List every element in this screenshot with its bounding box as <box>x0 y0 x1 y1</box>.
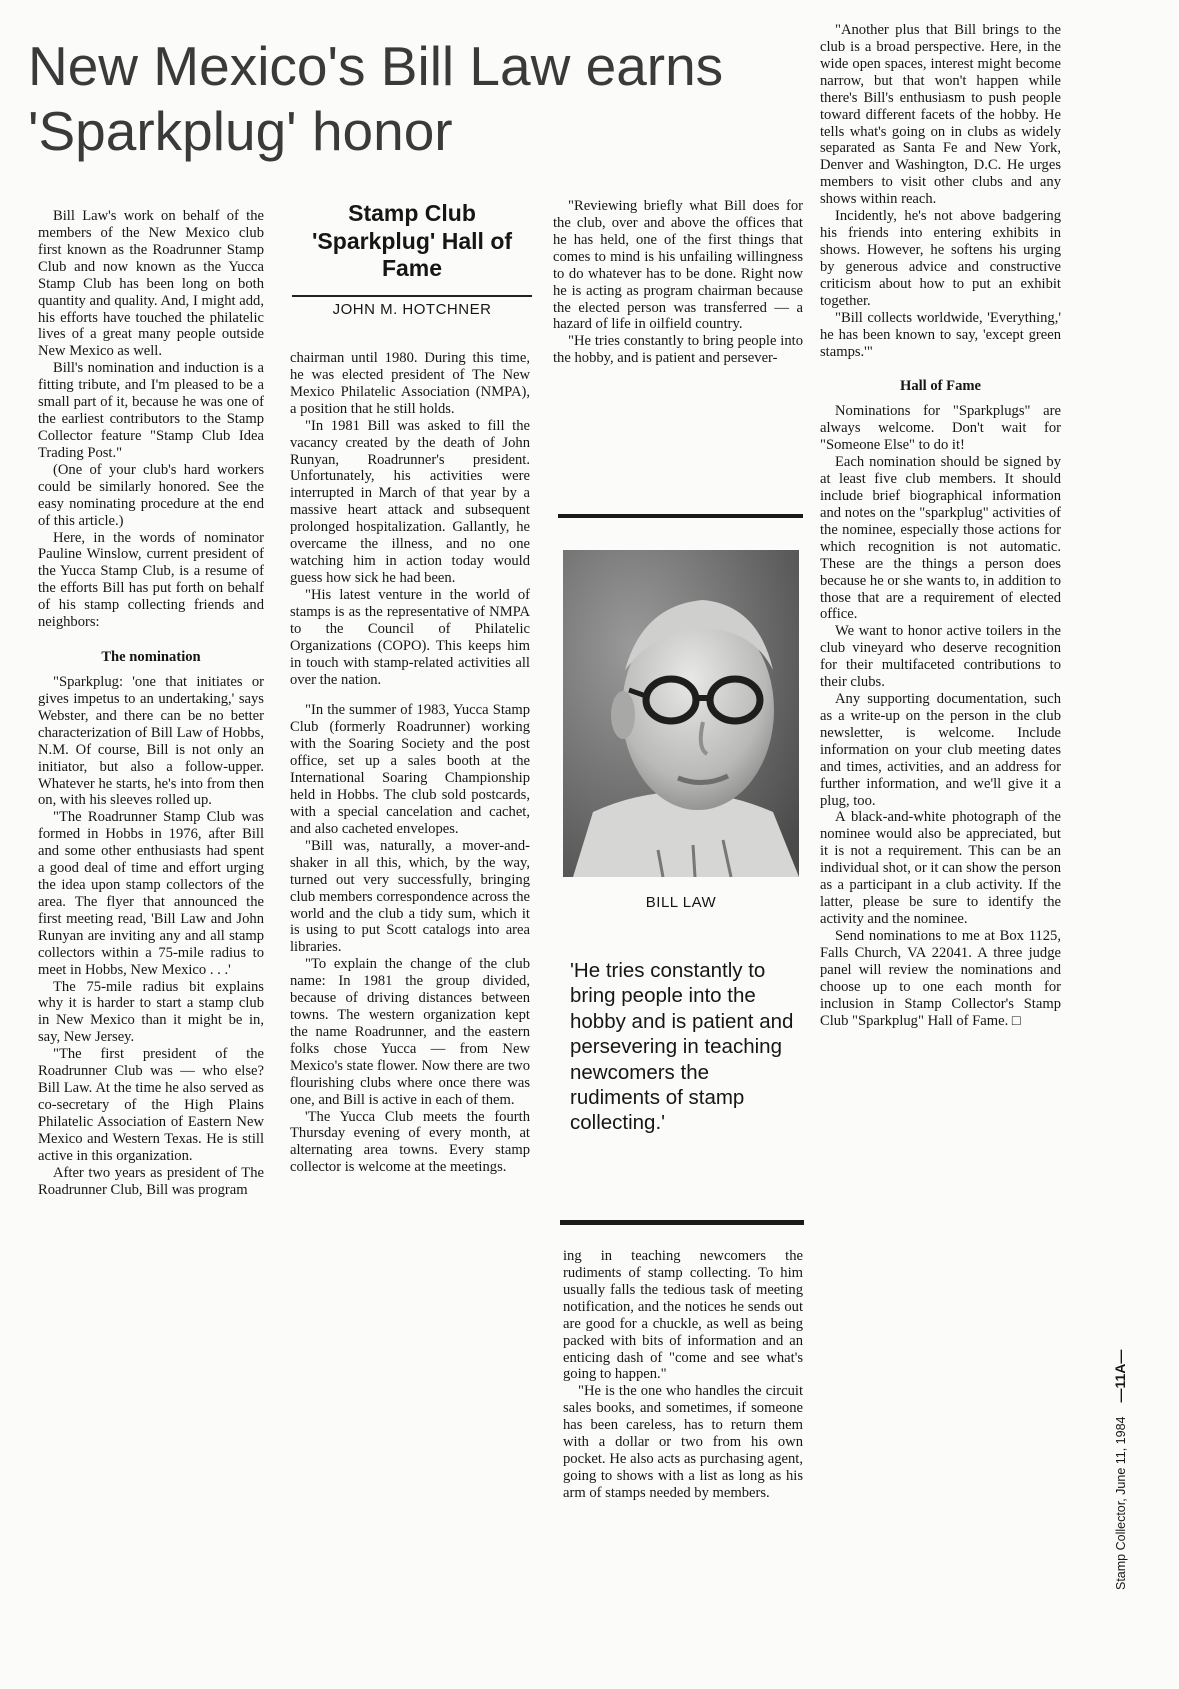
paragraph: A black-and-white photograph of the nominee would also be appreciated, but it is not a requirement. This can be an individual shot, or it can show the person as a participant in a club activity. If the latter, please be sure to identify the activity and the nominee. <box>820 809 1061 928</box>
paragraph: Here, in the words of nominator Pauline Winslow, current president of the Yucca Stamp Club, is a resume of the efforts Bill has put forth on behalf of his stamp collecting friends and neighbors: <box>38 529 264 631</box>
paragraph: chairman until 1980. During this time, he was elected president of The New Mexico Philatelic Association (NMPA), a position that he still holds. <box>290 350 530 417</box>
paragraph: "Bill was, naturally, a mover-and-shaker in all this, which, by the way, turned out very successfully, bringing club members correspondence across the world and the club a tidy sum, which it is using to put Scott catalogs into area libraries. <box>290 837 530 956</box>
paragraph: ing in teaching newcomers the rudiments of stamp collecting. To him usually falls the tedious task of meeting notification, and the notices he sends out are good for a chuckle, as well as being packed with bits of information and an enticing dash of "come and see what's going to happen." <box>563 1248 803 1383</box>
paragraph: "Sparkplug: 'one that initiates or gives impetus to an undertaking,' says Webster, and there can be no better characterization of Bill Law of Hobbs, N.M. Of course, Bill is not only an initiator, but also a follow-upper. Whatever he starts, he's into from then on, with his sleeves rolled up. <box>38 673 264 809</box>
paragraph: "In the summer of 1983, Yucca Stamp Club (formerly Roadrunner) working with the Soaring Society and the post office, set up a sales booth at the International Soaring Championship held in Hobbs. The club sold postcards, with a special cancelation and cachet, and also cacheted envelopes. <box>290 702 530 837</box>
paragraph: Bill's nomination and induction is a fitting tribute, and I'm pleased to be a small part of it, because he was one of the earliest contributors to the Stamp Collector feature "Stamp Club Idea Trading Post." <box>38 360 264 461</box>
paragraph: "Reviewing briefly what Bill does for the club, over and above the offices that he has held, one of the first things that comes to mind is his unfailing willingness to do whatever has to be done. Right now he is acting as program chairman because the elected person was transferred — a hazard of life in oilfield country. <box>553 198 803 333</box>
paragraph <box>820 928 1061 1030</box>
portrait-photo <box>563 550 799 877</box>
column-2 <box>290 350 530 1176</box>
column-3-top <box>553 198 803 367</box>
paragraph: Each nomination should be signed by at least five club members. It should include brief biographical information and notes on the "sparkplug" activities of the nominee, especially those actions for which recognition is not automatic. These are the things a person does because he or she wants to, in addition to those that are a requirement of elected office. <box>820 454 1061 623</box>
subhead-nomination: The nomination <box>101 649 201 666</box>
pull-quote: 'He tries constantly to bring people into the hobby and is patient and persevering in teaching newcomers the rudiments of stamp collecting.' <box>570 959 794 1135</box>
paragraph: "Bill collects worldwide, 'Everything,' he has been known to say, 'except green stamps.'" <box>820 309 1061 360</box>
page-footer <box>1112 1350 1128 1590</box>
end-mark: □ <box>1011 1012 1021 1029</box>
byline: JOHN M. HOTCHNER <box>292 295 532 318</box>
paragraph: Nominations for "Sparkplugs" are always welcome. Don't wait for "Someone Else" to do it! <box>820 403 1061 454</box>
paragraph: Incidently, he's not above badgering his friends into entering exhibits in shows. However, he softens his urging by generous advice and constructive criticism about how to put an exhibit together. <box>820 208 1061 309</box>
publication-line: Stamp Collector, June 11, 1984 <box>1114 1416 1128 1590</box>
paragraph: After two years as president of The Roadrunner Club, Bill was program <box>38 1164 264 1198</box>
feature-title: Stamp Club 'Sparkplug' Hall of Fame <box>311 200 513 282</box>
paragraph: 'The Yucca Club meets the fourth Thursday evening of every month, at alternating area towns. Every stamp collector is welcome at the meetings. <box>290 1108 530 1176</box>
paragraph: "Another plus that Bill brings to the club is a broad perspective. Here, in the wide open spaces, interest might become narrow, but that won't happen while there's Bill's enthusiasm to push people toward different facets of the hobby. He tells what's going on in clubs as widely separated as Santa Fe and New York, Denver and Washington, D.C. He urges members to visit other clubs and any shows within reach. <box>820 22 1061 208</box>
paragraph: Any supporting documentation, such as a write-up on the person in the club newsletter, is welcome. Include information on your club meeting dates and times, activities, and an address for further information, and we'll give it a plug, too. <box>820 691 1061 809</box>
column-3-bottom <box>563 1248 803 1502</box>
paragraph-text: Send nominations to me at Box 1125, Falls Church, VA 22041. A three judge panel will review the nominations and choose up to one each month for inclusion in Stamp Collector's Stamp Club "Sparkplug" Hall of Fame. <box>820 927 1061 1029</box>
paragraph: "His latest venture in the world of stamps is as the representative of NMPA to the Council of Philatelic Organizations (COPO). This keeps him in touch with stamp-related activities all over the nation. <box>290 586 530 688</box>
paragraph: The 75-mile radius bit explains why it is harder to start a stamp club in New Mexico than it might be in, say, New Jersey. <box>38 978 264 1046</box>
paragraph: "The Roadrunner Stamp Club was formed in Hobbs in 1976, after Bill and some other enthusiasts had spent a good deal of time and effort urging the idea upon stamp collectors of the area. The flyer that announced the first meeting read, 'Bill Law and John Runyan are inviting any and all stamp collectors within a 75-mile radius to meet in Hobbs, New Mexico . . .' <box>38 809 264 978</box>
page-number: —11A— <box>1112 1349 1128 1403</box>
paragraph: "In 1981 Bill was asked to fill the vacancy created by the death of John Runyan, Roadrunner's president. Unfortunately, his activities were interrupted in March of that year by a massive heart attack and subsequent prolonged hospitalization. Gallantly, he overcame the illness, and no one watching him in action today would guess how sick he had been. <box>290 417 530 586</box>
subhead-hall-of-fame: Hall of Fame <box>899 378 982 395</box>
paragraph: We want to honor active toilers in the club vineyard who deserve recognition for their multifaceted contributions to their clubs. <box>820 623 1061 691</box>
divider-rule <box>558 514 803 518</box>
paragraph: "He is the one who handles the circuit sales books, and sometimes, if someone has been careless, has to return them with a dollar or two from his own pocket. He also acts as purchasing agent, going to shows with a list as long as his arm of stamps needed by members. <box>563 1383 803 1501</box>
paragraph: "He tries constantly to bring people into the hobby, and is patient and persever- <box>553 333 803 367</box>
paragraph: "To explain the change of the club name: In 1981 the group divided, because of driving distances between towns. The western organization kept the name Roadrunner, and the eastern folks chose Yucca — from New Mexico's state flower. Now there are two flourishing clubs where once there was one, and Bill is active in each of them. <box>290 956 530 1108</box>
paragraph: Bill Law's work on behalf of the members of the New Mexico club first known as the Roadrunner Stamp Club and now known as the Yucca Stamp Club has been long on both quantity and quality. And, I might add, his efforts have touched the philatelic lives of a great many people outside New Mexico as well. <box>38 208 264 360</box>
paragraph: "The first president of the Roadrunner Club was — who else? Bill Law. At the time he also served as co-secretary of the High Plains Philatelic Association of Eastern New Mexico and Western Texas. He is still active in this organization. <box>38 1046 264 1164</box>
paragraph: (One of your club's hard workers could be similarly honored. See the easy nominating procedure at the end of this article.) <box>38 461 264 529</box>
feature-box <box>292 200 532 318</box>
column-4 <box>820 22 1061 1029</box>
headline: New Mexico's Bill Law earns 'Sparkplug' honor <box>28 35 724 162</box>
divider-rule <box>560 1220 804 1225</box>
column-1 <box>38 208 264 1199</box>
photo-caption: BILL LAW <box>645 894 717 911</box>
